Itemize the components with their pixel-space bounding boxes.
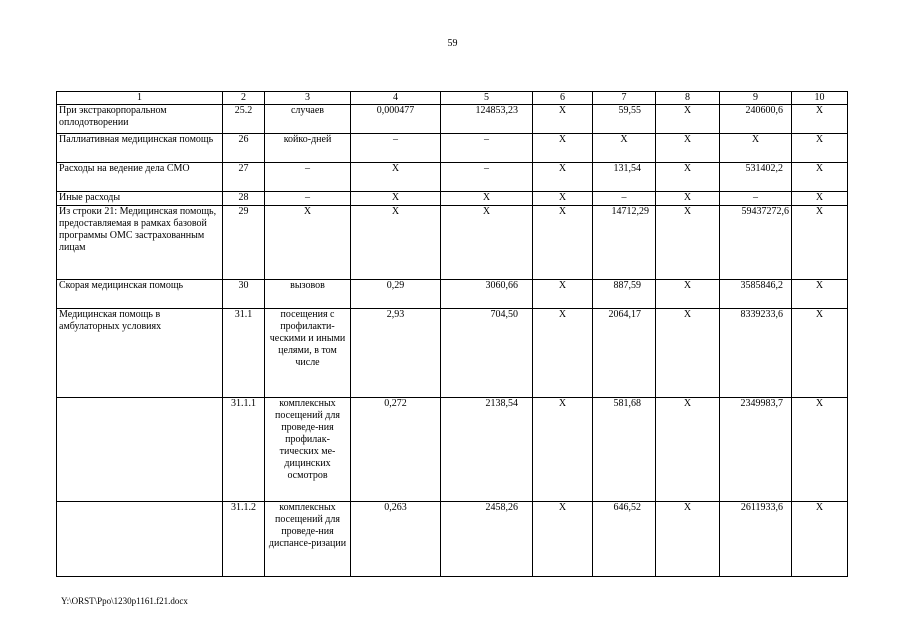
row-number-cell: 28	[223, 192, 265, 206]
value-cell: Х	[720, 134, 792, 163]
row-number-cell: 26	[223, 134, 265, 163]
column-header: 2	[223, 92, 265, 105]
value-cell: 3060,66	[441, 280, 533, 309]
row-name-cell	[57, 502, 223, 577]
table-row	[57, 309, 848, 398]
unit-cell: случаев	[265, 105, 351, 134]
value-cell: Х	[792, 206, 848, 280]
row-name-cell: Из строки 21: Медицинская помощь, предоставляемая в рамках базовой программы ОМС застрахованным лицам	[57, 206, 223, 280]
row-number-cell: 31.1.1	[223, 398, 265, 502]
column-header: 8	[656, 92, 720, 105]
value-cell: 887,59	[593, 280, 656, 309]
value-cell: –	[720, 192, 792, 206]
value-cell: Х	[792, 309, 848, 398]
value-cell: 131,54	[593, 163, 656, 192]
row-number-cell: 31.1	[223, 309, 265, 398]
row-name-cell: Медицинская помощь в амбулаторных условиях	[57, 309, 223, 398]
row-number-cell: 29	[223, 206, 265, 280]
value-cell: 124853,23	[441, 105, 533, 134]
value-cell: Х	[533, 192, 593, 206]
value-cell: 2611933,6	[720, 502, 792, 577]
column-header: 7	[593, 92, 656, 105]
row-number-cell: 31.1.2	[223, 502, 265, 577]
value-cell: Х	[351, 206, 441, 280]
column-header: 10	[792, 92, 848, 105]
table-row	[57, 192, 848, 206]
value-cell: Х	[792, 163, 848, 192]
value-cell: 59437272,6	[720, 206, 792, 280]
value-cell: Х	[351, 192, 441, 206]
value-cell: Х	[792, 398, 848, 502]
value-cell: Х	[792, 105, 848, 134]
value-cell: 0,000477	[351, 105, 441, 134]
value-cell: 14712,29	[593, 206, 656, 280]
value-cell: Х	[351, 163, 441, 192]
value-cell: Х	[533, 163, 593, 192]
value-cell: Х	[441, 206, 533, 280]
value-cell: 2349983,7	[720, 398, 792, 502]
column-header: 4	[351, 92, 441, 105]
table-row	[57, 206, 848, 280]
unit-cell: посещения с профилакти-ческими и иными целями, в том числе	[265, 309, 351, 398]
value-cell: 2458,26	[441, 502, 533, 577]
unit-cell: комплексных посещений для проведе-ния профилак-тических ме-дицинских осмотров	[265, 398, 351, 502]
row-name-cell: Расходы на ведение дела СМО	[57, 163, 223, 192]
row-number-cell: 27	[223, 163, 265, 192]
value-cell: Х	[533, 502, 593, 577]
row-name-cell: Скорая медицинская помощь	[57, 280, 223, 309]
value-cell: 240600,6	[720, 105, 792, 134]
value-cell: 0,263	[351, 502, 441, 577]
value-cell: Х	[656, 309, 720, 398]
value-cell: Х	[533, 309, 593, 398]
row-number-cell: 25.2	[223, 105, 265, 134]
value-cell: 2064,17	[593, 309, 656, 398]
value-cell: 3585846,2	[720, 280, 792, 309]
value-cell: Х	[656, 134, 720, 163]
column-header: 6	[533, 92, 593, 105]
unit-cell: вызовов	[265, 280, 351, 309]
value-cell: Х	[533, 105, 593, 134]
value-cell: Х	[656, 206, 720, 280]
value-cell: Х	[533, 206, 593, 280]
unit-cell: койко-дней	[265, 134, 351, 163]
value-cell: Х	[656, 398, 720, 502]
value-cell: –	[351, 134, 441, 163]
value-cell: –	[441, 163, 533, 192]
value-cell: Х	[792, 502, 848, 577]
unit-cell: –	[265, 163, 351, 192]
page-number: 59	[447, 38, 458, 49]
footer-file-path: Y:\ORST\Ppo\1230p1161.f21.docx	[61, 596, 188, 606]
table-row	[57, 105, 848, 134]
column-header: 5	[441, 92, 533, 105]
value-cell: Х	[533, 134, 593, 163]
table-row	[57, 280, 848, 309]
unit-cell: –	[265, 192, 351, 206]
value-cell: 2138,54	[441, 398, 533, 502]
value-cell: –	[593, 192, 656, 206]
unit-cell: комплексных посещений для проведе-ния диспансе-ризации	[265, 502, 351, 577]
value-cell: Х	[656, 192, 720, 206]
value-cell: 2,93	[351, 309, 441, 398]
value-cell: Х	[792, 134, 848, 163]
value-cell: Х	[656, 105, 720, 134]
tariff-table	[56, 91, 848, 577]
value-cell: Х	[792, 280, 848, 309]
value-cell: 0,29	[351, 280, 441, 309]
value-cell: Х	[441, 192, 533, 206]
table-header-row	[57, 92, 848, 105]
column-header: 9	[720, 92, 792, 105]
value-cell: Х	[593, 134, 656, 163]
column-header: 3	[265, 92, 351, 105]
value-cell: Х	[656, 280, 720, 309]
column-header: 1	[57, 92, 223, 105]
value-cell: Х	[792, 192, 848, 206]
row-name-cell: При экстракорпоральном оплодотворении	[57, 105, 223, 134]
value-cell: 581,68	[593, 398, 656, 502]
row-name-cell: Паллиативная медицинская помощь	[57, 134, 223, 163]
value-cell: –	[441, 134, 533, 163]
table-row	[57, 163, 848, 192]
value-cell: Х	[533, 398, 593, 502]
value-cell: 704,50	[441, 309, 533, 398]
table-row	[57, 134, 848, 163]
value-cell: Х	[656, 502, 720, 577]
value-cell: 646,52	[593, 502, 656, 577]
table-row	[57, 398, 848, 502]
row-name-cell	[57, 398, 223, 502]
row-name-cell: Иные расходы	[57, 192, 223, 206]
value-cell: 0,272	[351, 398, 441, 502]
value-cell: Х	[656, 163, 720, 192]
unit-cell: Х	[265, 206, 351, 280]
value-cell: 531402,2	[720, 163, 792, 192]
row-number-cell: 30	[223, 280, 265, 309]
value-cell: 8339233,6	[720, 309, 792, 398]
table-row	[57, 502, 848, 577]
value-cell: Х	[533, 280, 593, 309]
value-cell: 59,55	[593, 105, 656, 134]
